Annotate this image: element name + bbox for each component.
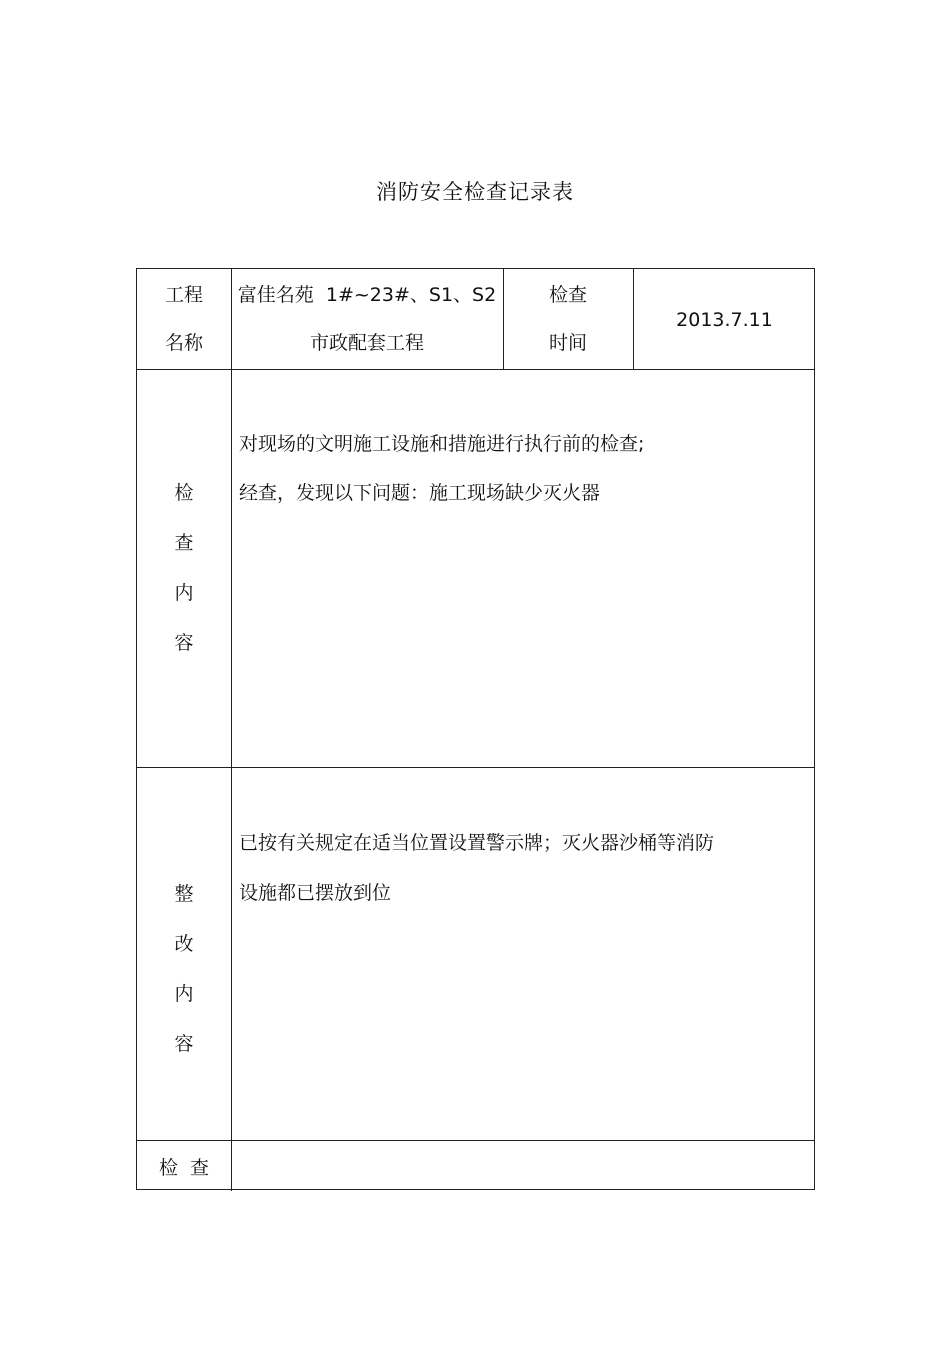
- label-char: 内: [174, 983, 194, 1005]
- time-label-line1: 检查: [548, 284, 587, 306]
- project-label-line2: 名称: [164, 332, 203, 354]
- inspection-content-line2: 经查，发现以下问题：施工现场缺少灭火器: [239, 482, 601, 504]
- inspection-content-label: [137, 468, 231, 668]
- page-title: 消防安全检查记录表: [376, 180, 574, 204]
- footer-check-label: 检 查: [158, 1157, 210, 1179]
- rectification-content-label: [137, 869, 231, 1069]
- project-label-line1: 工程: [164, 284, 203, 306]
- label-char: 检: [174, 482, 194, 504]
- label-char: 改: [174, 933, 194, 955]
- project-name-line2: 市政配套工程: [309, 332, 424, 354]
- label-char: 容: [174, 632, 194, 654]
- column-divider: [231, 269, 232, 1191]
- rectification-content-line1: 已按有关规定在适当位置设置警示牌；灭火器沙桶等消防: [239, 832, 715, 854]
- label-char: 查: [174, 532, 194, 554]
- rectification-content-line2: 设施都已摆放到位: [239, 882, 392, 904]
- row-divider: [137, 369, 814, 370]
- project-name-line1: 富佳名苑 1#~23#、S1、S2: [237, 284, 497, 306]
- time-label-line2: 时间: [548, 332, 587, 354]
- label-char: 容: [174, 1033, 194, 1055]
- inspection-date: 2013.7.11: [676, 309, 773, 331]
- label-char: 整: [174, 883, 194, 905]
- inspection-content-line1: 对现场的文明施工设施和措施进行执行前的检查;: [239, 433, 645, 455]
- row-divider: [137, 767, 814, 768]
- label-char: 内: [174, 582, 194, 604]
- row-divider: [137, 1140, 814, 1141]
- inspection-record-table: [136, 268, 815, 1190]
